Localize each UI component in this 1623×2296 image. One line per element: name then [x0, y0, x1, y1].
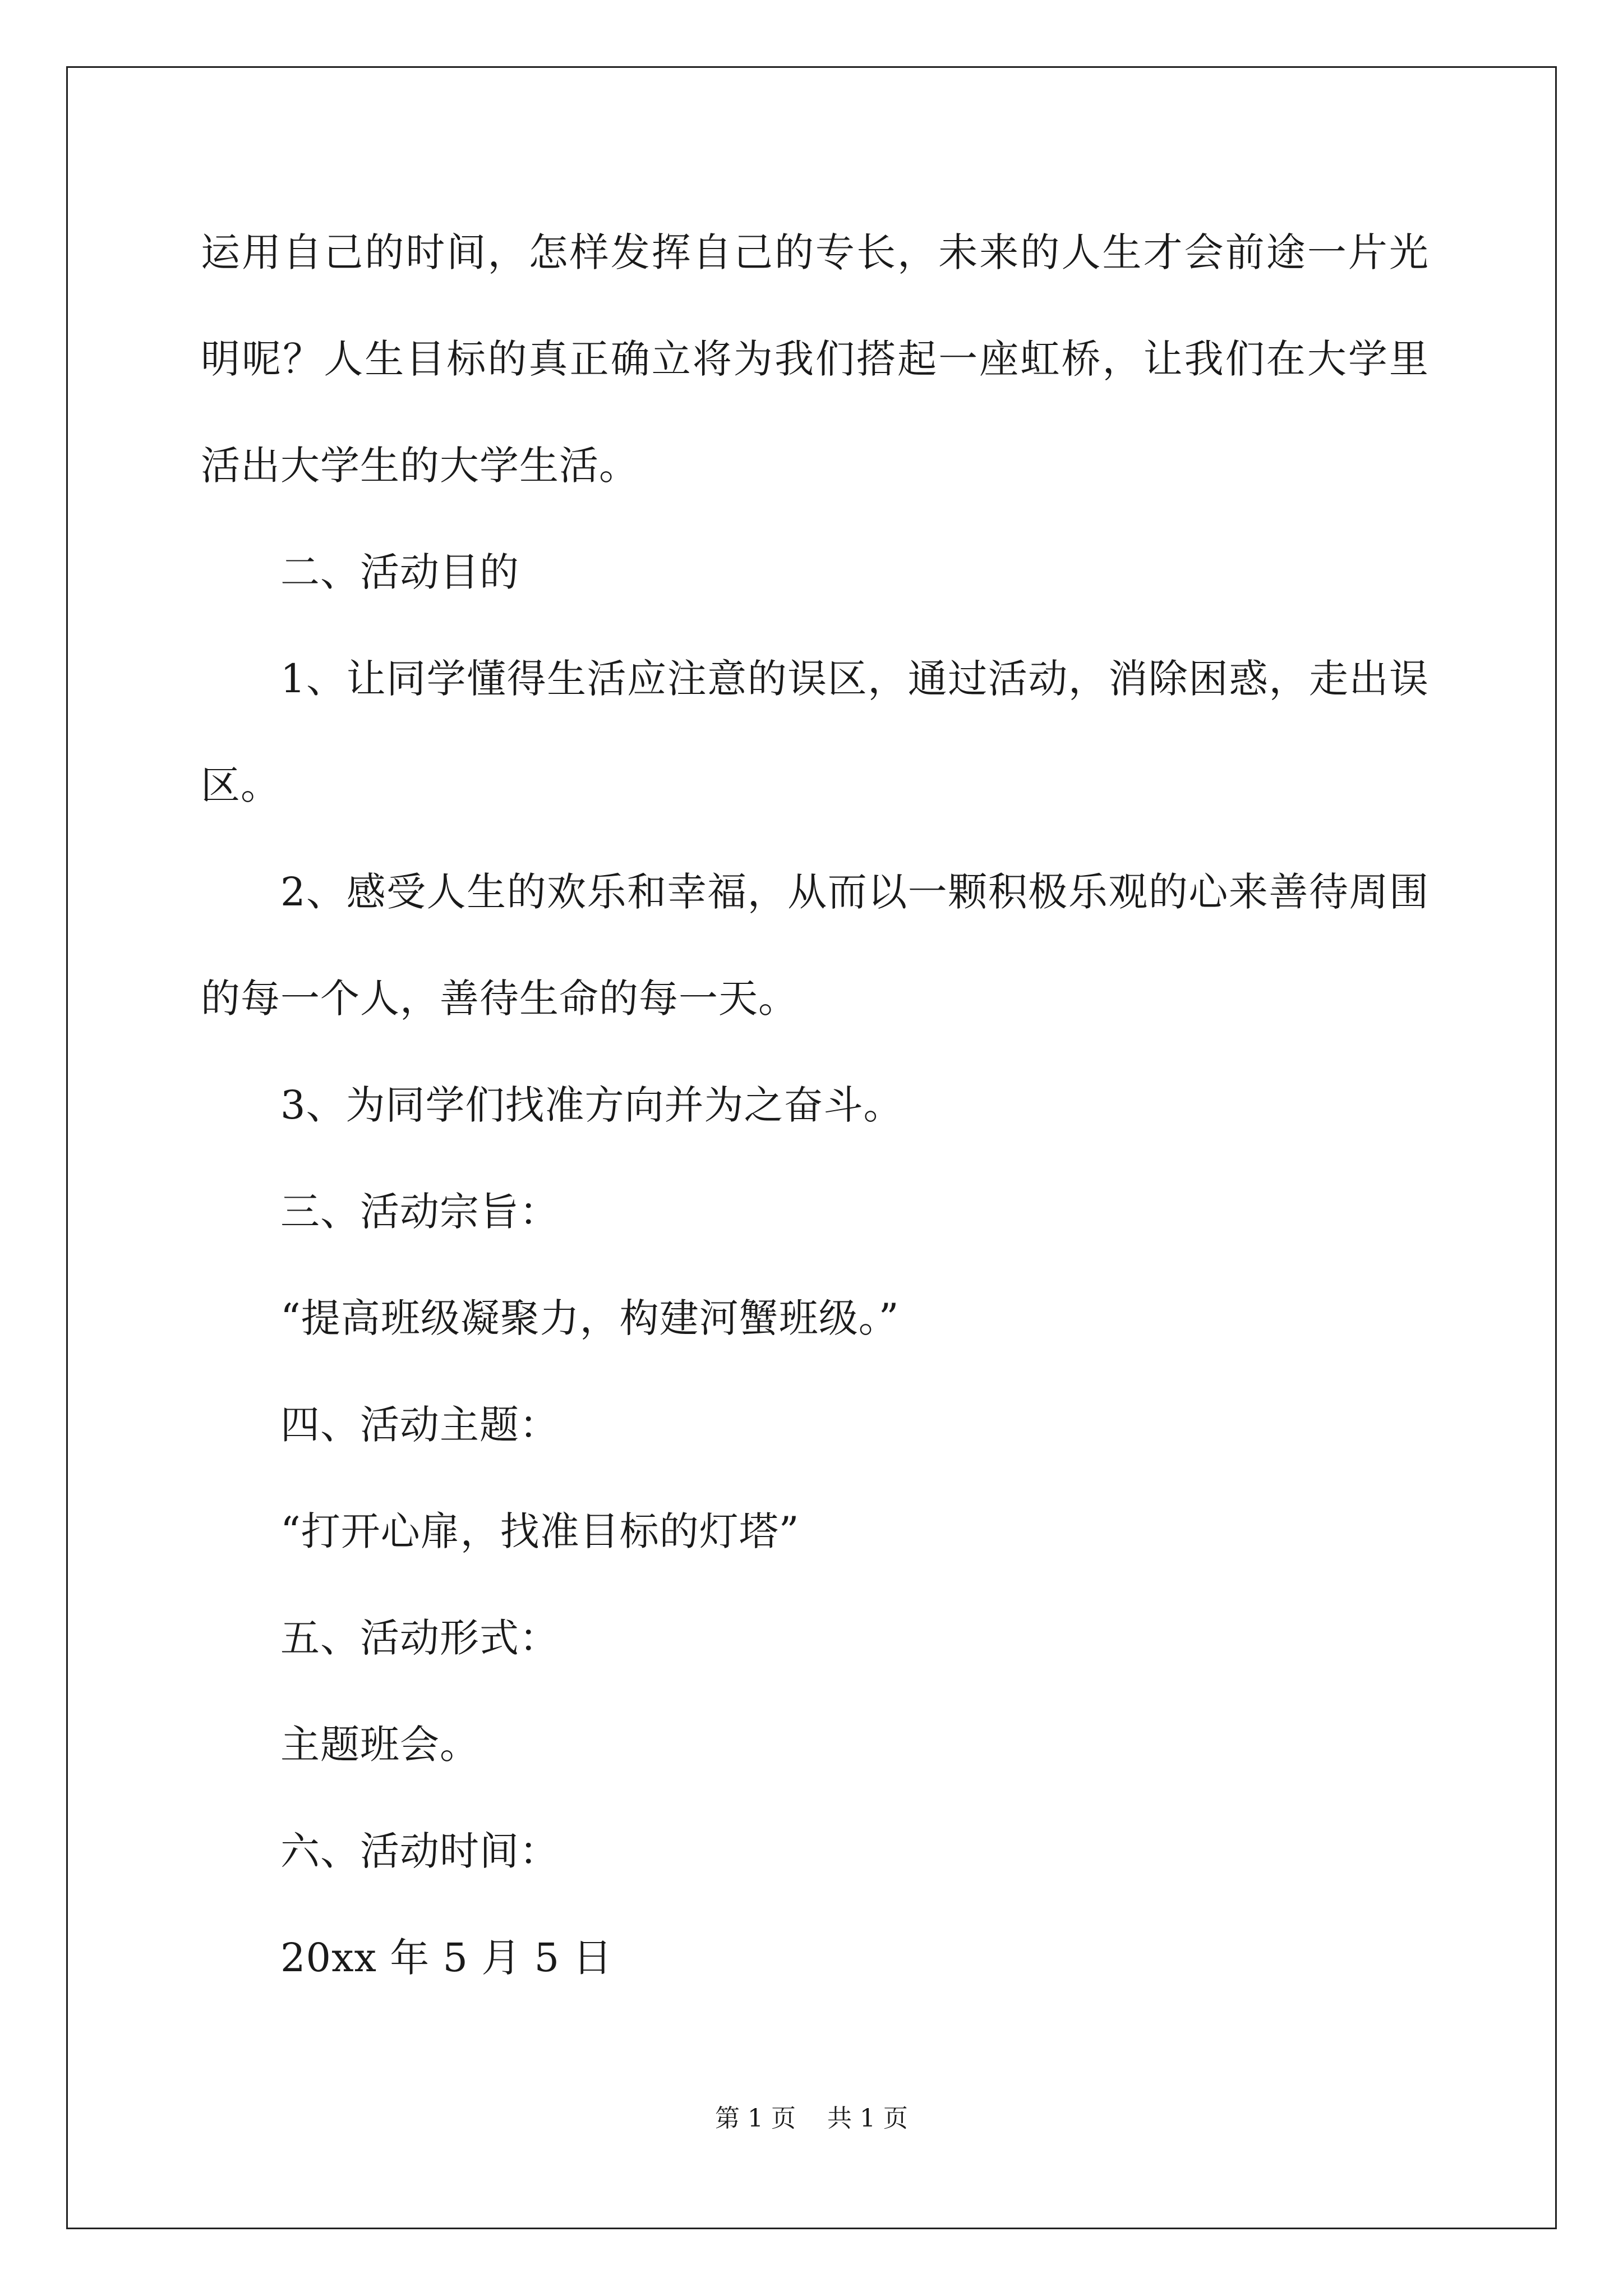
section-heading: 五、活动形式：: [280, 1615, 559, 1661]
quote-text: “提高班级凝聚力，构建河蟹班级。”: [280, 1295, 900, 1341]
body-text-line: 运用自己的时间，怎样发挥自己的专长，未来的人生才会前途一片光: [201, 229, 1429, 275]
date-text: 20xx 年 5 月 5 日: [280, 1935, 613, 1981]
page-border: [66, 66, 1557, 2229]
body-text-line: 活出大学生的大学生活。: [201, 443, 639, 489]
page-number-footer: 第 1 页 共 1 页: [715, 2104, 908, 2133]
section-heading: 六、活动时间：: [280, 1828, 559, 1874]
section-heading: 四、活动主题：: [280, 1402, 559, 1448]
list-item-text: 区。: [201, 762, 280, 808]
section-heading: 三、活动宗旨：: [280, 1189, 559, 1235]
list-item-text: 3、为同学们找准方向并为之奋斗。: [280, 1082, 903, 1128]
body-text-line: 明呢？人生目标的真正确立将为我们搭起一座虹桥，让我们在大学里: [201, 336, 1429, 382]
list-item-text: 1、让同学懂得生活应注意的误区，通过活动，消除困惑，走出误: [280, 656, 1429, 702]
list-item-text: 2、感受人生的欢乐和幸福，从而以一颗积极乐观的心来善待周围: [280, 869, 1429, 915]
quote-text: “打开心扉，找准目标的灯塔”: [280, 1508, 800, 1554]
list-item-text: 的每一个人，善待生命的每一天。: [201, 976, 798, 1022]
body-text-line: 主题班会。: [280, 1722, 479, 1768]
section-heading: 二、活动目的: [280, 549, 519, 595]
